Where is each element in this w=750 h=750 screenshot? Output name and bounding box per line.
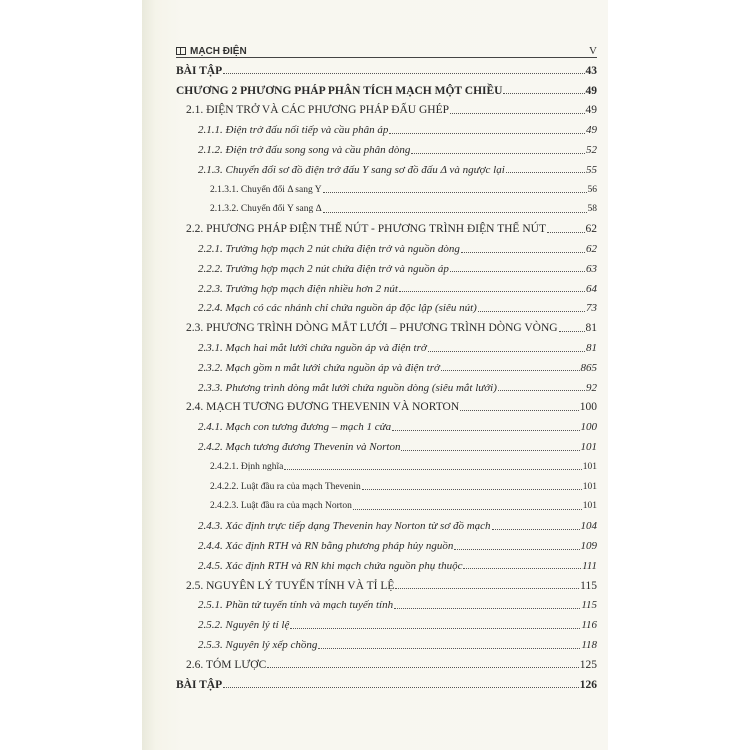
toc-entry — [176, 536, 597, 556]
toc-entry-page: 101 — [582, 481, 597, 492]
toc-entry — [176, 81, 597, 101]
toc-entry-page: 63 — [586, 262, 597, 275]
dot-leader — [223, 687, 579, 688]
toc-entry-page: 62 — [585, 223, 597, 236]
toc-entry-page: 81 — [585, 322, 597, 335]
dot-leader — [267, 667, 578, 668]
header-page-number: V — [589, 45, 597, 57]
dot-leader — [478, 311, 585, 312]
toc-entry-page: 73 — [586, 302, 597, 315]
toc-entry — [176, 180, 597, 200]
toc-entry — [176, 358, 597, 378]
toc-entry-page: 58 — [587, 204, 597, 215]
toc-entry-title: 2.2.1. Trường hợp mạch 2 nút chứa điện trở và nguồn dòng — [198, 243, 460, 256]
header-title-wrap — [176, 46, 247, 57]
toc-entry-title: 2.2.3. Trường hợp mạch điện nhiều hơn 2 nút — [198, 282, 398, 295]
dot-leader — [284, 469, 581, 470]
dot-leader — [450, 271, 585, 272]
toc-entry-title: 2.2.4. Mạch có các nhánh chỉ chứa nguồn áp độc lập (siêu nút) — [198, 302, 477, 315]
toc-entry — [176, 239, 597, 259]
toc-entry — [176, 318, 597, 338]
toc-entry-title: 2.4.1. Mạch con tương đương – mạch 1 cửa — [198, 421, 392, 434]
toc-entry — [176, 160, 597, 180]
toc-entry-title: 2.4.2.2. Luật đầu ra của mạch Thevenin — [210, 481, 361, 492]
toc-entry-title: 2.1.3. Chuyển đổi sơ đồ điện trở đấu Y sang sơ đồ đấu Δ và ngược lại — [198, 163, 505, 176]
toc-entry-page: 104 — [580, 520, 597, 533]
dot-leader — [394, 608, 580, 609]
toc-entry-page: 43 — [585, 64, 597, 77]
toc-entry-page: 101 — [580, 441, 597, 454]
toc-entry-title: 2.2. PHƯƠNG PHÁP ĐIỆN THẾ NÚT - PHƯƠNG TRÌNH ĐIỆN THẾ NÚT — [186, 223, 546, 236]
toc-entry-page: 55 — [586, 163, 597, 176]
dot-leader — [399, 291, 585, 292]
toc-entry — [176, 338, 597, 358]
toc-entry-title: BÀI TẬP — [176, 64, 223, 77]
dot-leader — [454, 549, 579, 550]
toc-entry-page: 115 — [580, 579, 597, 592]
dot-leader — [389, 133, 585, 134]
toc-entry — [176, 398, 597, 418]
book-icon — [176, 47, 186, 55]
toc-entry-page: 118 — [581, 639, 597, 651]
toc-entry-page: 49 — [585, 84, 597, 97]
toc-entry-page: 100 — [580, 421, 597, 434]
toc-entry-title: 2.5.2. Nguyên lý tỉ lệ — [198, 619, 290, 632]
toc-entry-page: 116 — [581, 619, 597, 632]
toc-entry — [176, 120, 597, 140]
dot-leader — [428, 351, 585, 352]
toc-entry — [176, 219, 597, 239]
toc-entry — [176, 556, 597, 576]
toc-entry — [176, 576, 597, 596]
toc-entry-title: 2.2.2. Trường hợp mạch 2 nút chứa điện trở và nguồn áp — [198, 262, 449, 275]
toc-entry — [176, 140, 597, 160]
toc-entry-page: 64 — [586, 282, 597, 295]
toc-entry — [176, 635, 597, 655]
toc-entry-title: 2.4.3. Xác định trực tiếp dạng Thevenin hay Norton từ sơ đồ mạch — [198, 520, 491, 533]
toc-entry — [176, 516, 597, 536]
toc-entry-page: 81 — [586, 342, 597, 355]
toc-entry — [176, 279, 597, 299]
toc-entry-page: 126 — [579, 678, 597, 691]
toc-entry — [176, 299, 597, 319]
toc-entry-title: 2.1.3.2. Chuyển đổi Y sang Δ — [210, 204, 322, 215]
toc-entry — [176, 596, 597, 616]
table-of-contents — [176, 61, 597, 695]
dot-leader — [441, 370, 580, 371]
toc-entry-page: 49 — [585, 104, 597, 117]
toc-entry — [176, 417, 597, 437]
toc-entry-page: 92 — [586, 381, 597, 394]
dot-leader — [290, 628, 580, 629]
toc-entry-page: 115 — [581, 599, 597, 612]
toc-entry-title: 2.1.3.1. Chuyển đổi Δ sang Y — [210, 184, 322, 195]
toc-entry-title: 2.3.1. Mạch hai mắt lưới chứa nguồn áp và điện trở — [198, 342, 427, 355]
toc-entry-page: 62 — [586, 243, 597, 256]
dot-leader — [503, 93, 584, 94]
toc-entry-title: 2.4.2.1. Định nghĩa — [210, 461, 284, 472]
dot-leader — [353, 509, 582, 510]
toc-entry-title: CHƯƠNG 2 PHƯƠNG PHÁP PHÂN TÍCH MẠCH MỘT CHIỀU — [176, 84, 503, 97]
toc-entry-title: 2.3.3. Phương trình dòng mắt lưới chứa nguồn dòng (siêu mắt lưới) — [198, 381, 497, 394]
dot-leader — [362, 489, 582, 490]
toc-entry-page: 101 — [582, 501, 597, 512]
toc-entry — [176, 259, 597, 279]
toc-entry-page: 52 — [586, 144, 597, 157]
toc-entry-title: 2.1.1. Điện trở đấu nối tiếp và cầu phân áp — [198, 124, 389, 137]
toc-entry-page: 100 — [579, 401, 597, 414]
toc-entry — [176, 477, 597, 497]
toc-entry — [176, 200, 597, 220]
toc-entry — [176, 101, 597, 121]
toc-entry — [176, 378, 597, 398]
toc-entry — [176, 615, 597, 635]
toc-entry — [176, 457, 597, 477]
toc-entry-page: 101 — [582, 461, 597, 472]
toc-entry-title: 2.5.1. Phần tử tuyến tính và mạch tuyến tính — [198, 599, 394, 612]
toc-entry-title: 2.4.5. Xác định RTH và RN khi mạch chứa nguồn phụ thuộc — [198, 559, 463, 572]
dot-leader — [323, 192, 587, 193]
toc-entry-title: 2.6. TÓM LƯỢC — [186, 658, 267, 671]
toc-entry-title: 2.4. MẠCH TƯƠNG ĐƯƠNG THEVENIN VÀ NORTON — [186, 401, 460, 414]
dot-leader — [498, 390, 585, 391]
toc-entry-page: 109 — [580, 540, 597, 553]
dot-leader — [463, 568, 581, 569]
dot-leader — [547, 232, 585, 233]
dot-leader — [401, 450, 579, 451]
toc-entry — [176, 61, 597, 81]
toc-entry — [176, 497, 597, 517]
toc-entry-page: 49 — [586, 124, 597, 137]
running-header — [176, 43, 597, 58]
toc-entry-page: 865 — [580, 361, 597, 374]
dot-leader — [392, 430, 579, 431]
toc-entry-title: 2.1. ĐIỆN TRỞ VÀ CÁC PHƯƠNG PHÁP ĐẤU GHÉP — [186, 104, 450, 117]
toc-entry-title: BÀI TẬP — [176, 678, 223, 691]
toc-entry-title: 2.4.2. Mạch tương đương Thevenin và Norton — [198, 441, 401, 454]
dot-leader — [492, 529, 580, 530]
dot-leader — [559, 331, 585, 332]
dot-leader — [450, 113, 584, 114]
toc-entry-title: 2.5.3. Nguyên lý xếp chồng — [198, 639, 318, 651]
toc-entry-title: 2.1.2. Điện trở đấu song song và cầu phân dòng — [198, 144, 411, 157]
toc-entry-page: 56 — [587, 184, 597, 195]
dot-leader — [460, 410, 579, 411]
toc-entry — [176, 675, 597, 695]
toc-entry — [176, 437, 597, 457]
toc-entry-page: 111 — [582, 559, 597, 572]
toc-entry-page: 125 — [579, 658, 597, 671]
dot-leader — [318, 648, 580, 649]
toc-entry-title: 2.3. PHƯƠNG TRÌNH DÒNG MẮT LƯỚI – PHƯƠNG TRÌNH DÒNG VÒNG — [186, 322, 558, 335]
dot-leader — [411, 153, 585, 154]
dot-leader — [506, 172, 585, 173]
toc-entry-title: 2.5. NGUYÊN LÝ TUYẾN TÍNH VÀ TỈ LỆ — [186, 579, 395, 592]
toc-entry-title: 2.3.2. Mạch gồm n mắt lưới chứa nguồn áp và điện trở — [198, 361, 440, 374]
dot-leader — [395, 588, 579, 589]
dot-leader — [461, 252, 585, 253]
header-title: MẠCH ĐIỆN — [190, 46, 247, 57]
dot-leader — [323, 212, 587, 213]
toc-entry-title: 2.4.4. Xác định RTH và RN bằng phương pháp hủy nguồn — [198, 540, 454, 553]
toc-entry-title: 2.4.2.3. Luật đầu ra của mạch Norton — [210, 501, 352, 512]
toc-entry — [176, 655, 597, 675]
dot-leader — [223, 73, 584, 74]
